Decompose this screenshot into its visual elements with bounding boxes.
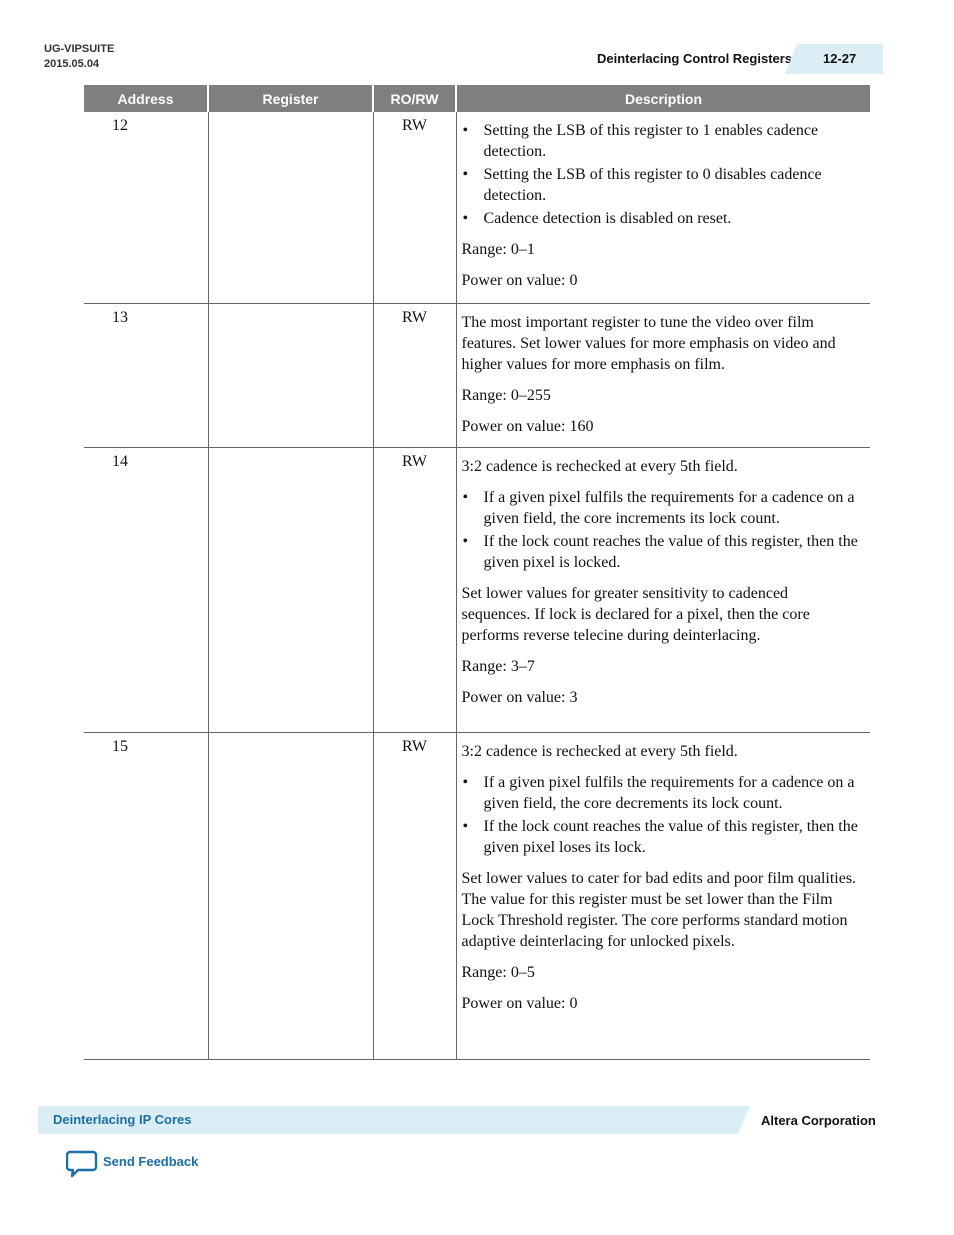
list-item: • Setting the LSB of this register to 0 disables cadence detection.: [462, 164, 861, 206]
column-header-description: Description: [456, 85, 870, 112]
intro-text: The most important register to tune the video over film features. Set lower values for more emphasis on video and higher values for more emphasis on film.: [461, 313, 836, 373]
access-cell: RW: [373, 447, 456, 732]
chapter-link[interactable]: Deinterlacing IP Cores: [53, 1112, 192, 1127]
access-cell: RW: [373, 303, 456, 447]
address-cell: 14: [84, 447, 208, 732]
table-row: [84, 447, 870, 732]
company-name: Altera Corporation: [761, 1113, 876, 1128]
list-item: • Cadence detection is disabled on reset.: [462, 208, 861, 229]
note-text: Set lower values to cater for bad edits and poor film qualities. The value for this register must be set lower than the Film Lock Threshold register. The core performs standard motion adaptive deinterlacing for unlocked pixels.: [461, 869, 857, 950]
bullet-list: [462, 487, 861, 573]
bullet-list: [462, 772, 861, 858]
column-header-register: Register: [208, 85, 373, 112]
table-row: [84, 732, 870, 1059]
intro-text: 3:2 cadence is rechecked at every 5th field.: [461, 742, 738, 760]
power-on-text: Power on value: 0: [461, 272, 578, 289]
doc-id: UG-VIPSUITE: [44, 43, 115, 55]
power-on-text: Power on value: 160: [461, 417, 594, 435]
column-header-access: RO/RW: [373, 85, 456, 112]
range-text: Range: 0–5: [461, 963, 535, 981]
description-cell: [456, 303, 870, 447]
column-header-address: Address: [84, 85, 208, 112]
bullet-list: [462, 120, 861, 229]
description-cell: [456, 447, 870, 732]
note-text: Set lower values for greater sensitivity to cadenced sequences. If lock is declared for a pixel, then the core performs reverse telecine during deinterlacing.: [461, 584, 810, 644]
register-cell: [208, 447, 373, 732]
list-item: • Setting the LSB of this register to 1 enables cadence detection.: [462, 120, 861, 162]
address-cell: 12: [84, 112, 208, 303]
doc-date: 2015.05.04: [44, 58, 100, 70]
access-cell: RW: [373, 112, 456, 303]
list-item: • If a given pixel fulfils the requirements for a cadence on a given field, the core decrements its lock count.: [462, 772, 861, 814]
register-cell: [208, 303, 373, 447]
address-cell: 15: [84, 732, 208, 1059]
description-cell: [456, 732, 870, 1059]
power-on-text: Power on value: 3: [461, 688, 578, 706]
address-cell: 13: [84, 303, 208, 447]
description-cell: [456, 112, 870, 303]
range-text: Range: 0–255: [461, 386, 551, 404]
register-table: [84, 85, 870, 1060]
power-on-text: Power on value: 0: [461, 994, 578, 1012]
access-cell: RW: [373, 732, 456, 1059]
section-title: Deinterlacing Control Registers: [597, 51, 793, 66]
list-item: • If the lock count reaches the value of this register, then the given pixel is locked.: [462, 531, 861, 573]
range-text: Range: 3–7: [461, 657, 535, 675]
send-feedback-label[interactable]: Send Feedback: [103, 1154, 199, 1169]
register-cell: [208, 732, 373, 1059]
document-id-block: [44, 42, 114, 72]
speech-bubble-icon: [66, 1150, 98, 1178]
table-header-row: [84, 85, 870, 112]
table-row: [84, 112, 870, 303]
range-text: Range: 0–1: [461, 241, 535, 258]
page-number: 12-27: [823, 51, 857, 66]
intro-text: 3:2 cadence is rechecked at every 5th field.: [461, 457, 738, 475]
list-item: • If a given pixel fulfils the requirements for a cadence on a given field, the core increments its lock count.: [462, 487, 861, 529]
register-cell: [208, 112, 373, 303]
list-item: • If the lock count reaches the value of this register, then the given pixel loses its lock.: [462, 816, 861, 858]
page-number-tab: [797, 44, 883, 74]
table-row: [84, 303, 870, 447]
